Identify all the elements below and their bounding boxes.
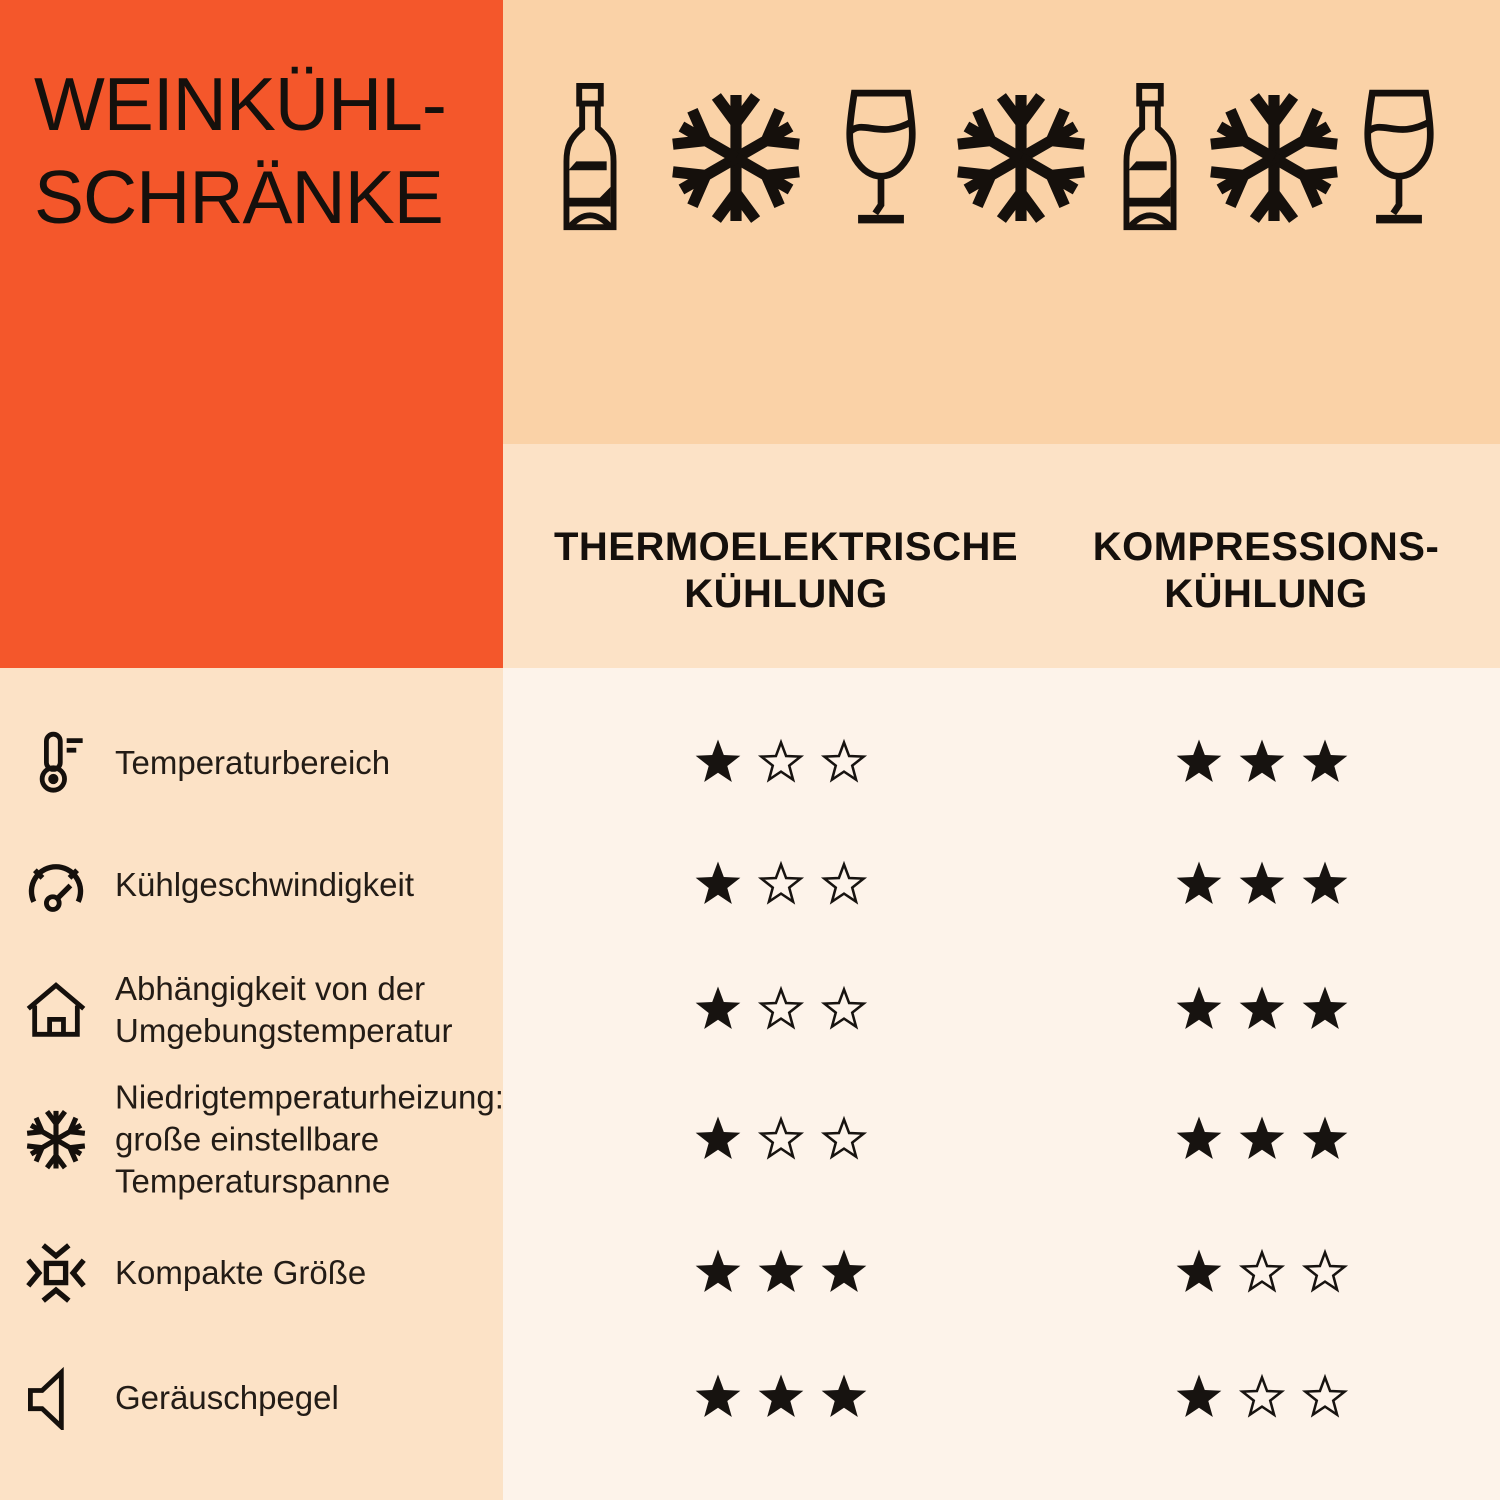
feature-row-geraeuschpegel — [0, 1366, 503, 1430]
star-outline-icon — [757, 861, 806, 910]
page-title: WEINKÜHL- SCHRÄNKE — [34, 62, 446, 239]
star-filled-icon — [1301, 1116, 1350, 1165]
feature-label: Abhängigkeit von der Umgebungstemperatur — [115, 969, 453, 1049]
star-filled-icon — [1175, 1116, 1224, 1165]
star-filled-icon — [1238, 861, 1287, 910]
star-filled-icon — [694, 1249, 743, 1298]
snowflake-icon — [666, 88, 806, 228]
rating-niedrigtemperaturheizung-compression — [1175, 1116, 1350, 1165]
star-filled-icon — [1175, 861, 1224, 910]
rating-umgebungstemperatur-thermoelectric — [694, 986, 869, 1035]
star-filled-icon — [694, 1116, 743, 1165]
rating-umgebungstemperatur-compression — [1175, 986, 1350, 1035]
star-outline-icon — [1238, 1374, 1287, 1423]
house-icon — [24, 978, 88, 1042]
star-filled-icon — [1301, 986, 1350, 1035]
wine-glass-icon — [839, 84, 923, 234]
compress-icon — [24, 1241, 88, 1305]
star-filled-icon — [1301, 739, 1350, 788]
rating-niedrigtemperaturheizung-thermoelectric — [694, 1116, 869, 1165]
column-header-compression: KOMPRESSIONS- KÜHLUNG — [1092, 525, 1440, 616]
star-filled-icon — [757, 1374, 806, 1423]
feature-row-kompakte-groesse — [0, 1241, 503, 1305]
ratings-area-background — [503, 668, 1500, 1500]
star-outline-icon — [820, 861, 869, 910]
rating-kompakte-groesse-compression — [1175, 1249, 1350, 1298]
star-filled-icon — [820, 1374, 869, 1423]
wine-bottle-icon — [559, 82, 621, 234]
rating-temperaturbereich-thermoelectric — [694, 739, 869, 788]
star-outline-icon — [1238, 1249, 1287, 1298]
snowflake-icon — [24, 1108, 88, 1172]
star-filled-icon — [1175, 986, 1224, 1035]
gauge-icon — [24, 853, 88, 917]
star-filled-icon — [1301, 861, 1350, 910]
star-filled-icon — [694, 1374, 743, 1423]
rating-kuehlgeschwindigkeit-compression — [1175, 861, 1350, 910]
column-header-thermoelectric: THERMOELEKTRISCHE KÜHLUNG — [553, 525, 1019, 616]
decor-icon-strip — [0, 0, 1500, 444]
rating-kuehlgeschwindigkeit-thermoelectric — [694, 861, 869, 910]
feature-row-temperaturbereich — [0, 731, 503, 795]
rating-kompakte-groesse-thermoelectric — [694, 1249, 869, 1298]
star-outline-icon — [1301, 1374, 1350, 1423]
wine-bottle-icon — [1119, 82, 1181, 234]
speaker-icon — [24, 1366, 88, 1430]
star-filled-icon — [820, 1249, 869, 1298]
wine-glass-icon — [1357, 84, 1441, 234]
star-filled-icon — [757, 1249, 806, 1298]
star-filled-icon — [1175, 739, 1224, 788]
star-outline-icon — [757, 739, 806, 788]
star-filled-icon — [1175, 1249, 1224, 1298]
star-outline-icon — [820, 739, 869, 788]
star-filled-icon — [1238, 739, 1287, 788]
star-filled-icon — [694, 861, 743, 910]
feature-row-niedrigtemperaturheizung — [0, 1077, 503, 1204]
rating-temperaturbereich-compression — [1175, 739, 1350, 788]
rating-geraeuschpegel-compression — [1175, 1374, 1350, 1423]
star-filled-icon — [694, 986, 743, 1035]
star-filled-icon — [1175, 1374, 1224, 1423]
star-outline-icon — [820, 986, 869, 1035]
feature-label: Niedrigtemperaturheizung: große einstellbare Temperaturspanne — [115, 1078, 504, 1201]
feature-row-umgebungstemperatur — [0, 968, 503, 1052]
thermometer-icon — [24, 731, 88, 795]
star-outline-icon — [757, 986, 806, 1035]
star-filled-icon — [1238, 1116, 1287, 1165]
snowflake-icon — [1204, 88, 1344, 228]
feature-label: Kühlgeschwindigkeit — [115, 865, 415, 903]
star-outline-icon — [1301, 1249, 1350, 1298]
rating-geraeuschpegel-thermoelectric — [694, 1374, 869, 1423]
star-filled-icon — [1238, 986, 1287, 1035]
feature-label: Geräuschpegel — [115, 1378, 339, 1416]
star-outline-icon — [820, 1116, 869, 1165]
star-filled-icon — [694, 739, 743, 788]
snowflake-icon — [951, 88, 1091, 228]
feature-label: Temperaturbereich — [115, 743, 391, 781]
feature-row-kuehlgeschwindigkeit — [0, 853, 503, 917]
star-outline-icon — [757, 1116, 806, 1165]
feature-label: Kompakte Größe — [115, 1253, 367, 1291]
